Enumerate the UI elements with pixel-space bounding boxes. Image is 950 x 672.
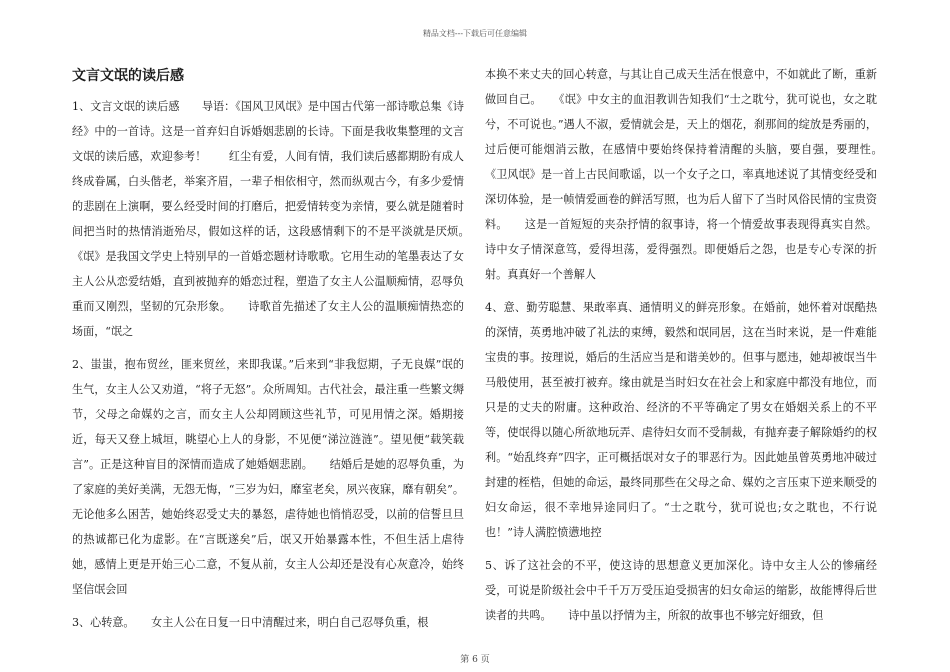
- page-header: 精品文档---下载后可任意编辑: [422, 29, 528, 38]
- paragraph-2: 2、蚩蚩，抱布贸丝，匪来贸丝，来即我谋。”后来到“非我愆期，子无良媒”氓的生气，女主人公又劝道，“将子无怒”。众所周知。古代社会，最注重一些繁文缛节，父母之命媒妁之言，而女主人公却罔顾这些礼节，可见用情之深。婚期接近，每天又登上城垣，眺望心上人的身影，不见便“涕泣涟涟”。望见便“载笑载言”。正是这种盲目的深情而造成了她婚姻悲剧。 结婚后是她的忍辱负重，为了家庭的美好美满，无怨无悔，“三岁为妇，靡室老矣，夙兴夜寐，靡有朝矣”。无论他多么困苦，她始终忍受丈夫的暴怒，虐待她也悄悄忍受，以前的信誓旦旦的热诚都已化为虚影。在“言既遂矣”后，氓又开始暴露本性，不但生活上虐待她，感情上更是开始三心二意，不复从前，女主人公却还是没有心灰意冷，始终坚信氓会回: [72, 358, 464, 596]
- paragraph-1: 1、文言文氓的读后感 导语：《国风卫风氓》是中国古代第一部诗歌总集《诗经》中的一首诗。这是一首弃妇自诉婚姻悲剧的长诗。下面是我收集整理的文言文氓的读后感，欢迎参考！ 红尘有爱，人间有情，我们读后感都期盼有成人终成眷属，白头偕老，举案齐眉，一辈子相依相守，然而纵观古今，有多少爱情的悲剧在上演啊，要么经受时间的打磨后，把爱情转变为亲情，要么就是随着时间把当时的热情消逝殆尽，假如这样的话，这段感情剩下的不是平淡就是厌烦。 《氓》是我国文学史上特别早的一首婚恋题材诗歌歌。它用生动的笔墨表达了女主人公从恋爱结婚，直到被抛弃的婚恋过程，塑造了女主人公温顺痴情，忍辱负重而又刚烈，坚韧的冗杂形象。 诗歌首先描述了女主人公的温顺痴情热恋的场面，“氓之: [72, 100, 487, 338]
- right-column: [485, 62, 900, 636]
- paragraph-4: 4、意、勤劳聪慧、果敢率真、通情明义的鲜亮形象。在婚前，她怀着对氓酷热的深情，英勇地冲破了礼法的束缚，毅然和氓同居，这在当时来说，是一件难能宝贵的事。按理说，婚后的生活应当是和谐美妙的。但事与愿违，她却被氓当牛马般使用，甚至被打被弃。缘由就是当时妇女在社会上和家庭中都没有地位，而只是的丈夫的附庸。这种政治、经济的不平等确定了男女在婚姻关系上的不平等，使氓得以随心所欲地玩弄、虐待妇女而不受制裁，有抛弃妻子解除婚约的权利。“始乱终弃”四字，正可概括氓对女子的罪恶行为。因此她虽曾英勇地冲破过封建的桎梏，但她的命运，最终同那些在父母之命、媒妁之言压束下逆来顺受的妇女命运，很不幸地异途同归了。“士之耽兮，犹可说也;女之耽也，不行说也！”诗人满腔愤懑地控: [485, 301, 877, 539]
- page-number: 第 6 页: [460, 655, 490, 665]
- paragraph-3: 3、心转意。 女主人公在日复一日中清醒过来，明白自己忍辱负重，根: [72, 616, 429, 629]
- paragraph-3-continued: 本换不来丈夫的回心转意，与其让自己成天生活在恨意中，不如就此了断，重新做回自己。 《氓》中女主的血泪教训告知我们“士之耽兮，犹可说也，女之耽兮，不可说也。”遇人不淑，爱情就会是，天上的烟花，刹那间的绽放是秀丽的，过后便可能烟消云散，在感情中要始终保持着清醒的头脑，要自强，要理性。 《卫风氓》是一首上古民间歌谣，以一个女子之口，率真地述说了其情变经受和深切体验，是一帧情爱画卷的鲜活写照，也为后人留下了当时风俗民情的宝贵资料。 这是一首短短的夹杂抒情的叙事诗，将一个情爱故事表现得真实自然。诗中女子情深意笃，爱得坦荡，爱得强烈。即便婚后之怨，也是专心专深的折射。真真好一个善解人: [485, 68, 900, 281]
- left-column: [72, 62, 487, 643]
- paragraph-5: 5、诉了这社会的不平，使这诗的思想意义更加深化。诗中女主人公的惨痛经受，可说是阶级社会中千千万万受压迫受损害的妇女命运的缩影，故能博得后世读者的共鸣。 诗中虽以抒情为主，所叙的故事也不够完好细致，但: [485, 559, 877, 622]
- document-title: 文言文氓的读后感: [72, 68, 184, 84]
